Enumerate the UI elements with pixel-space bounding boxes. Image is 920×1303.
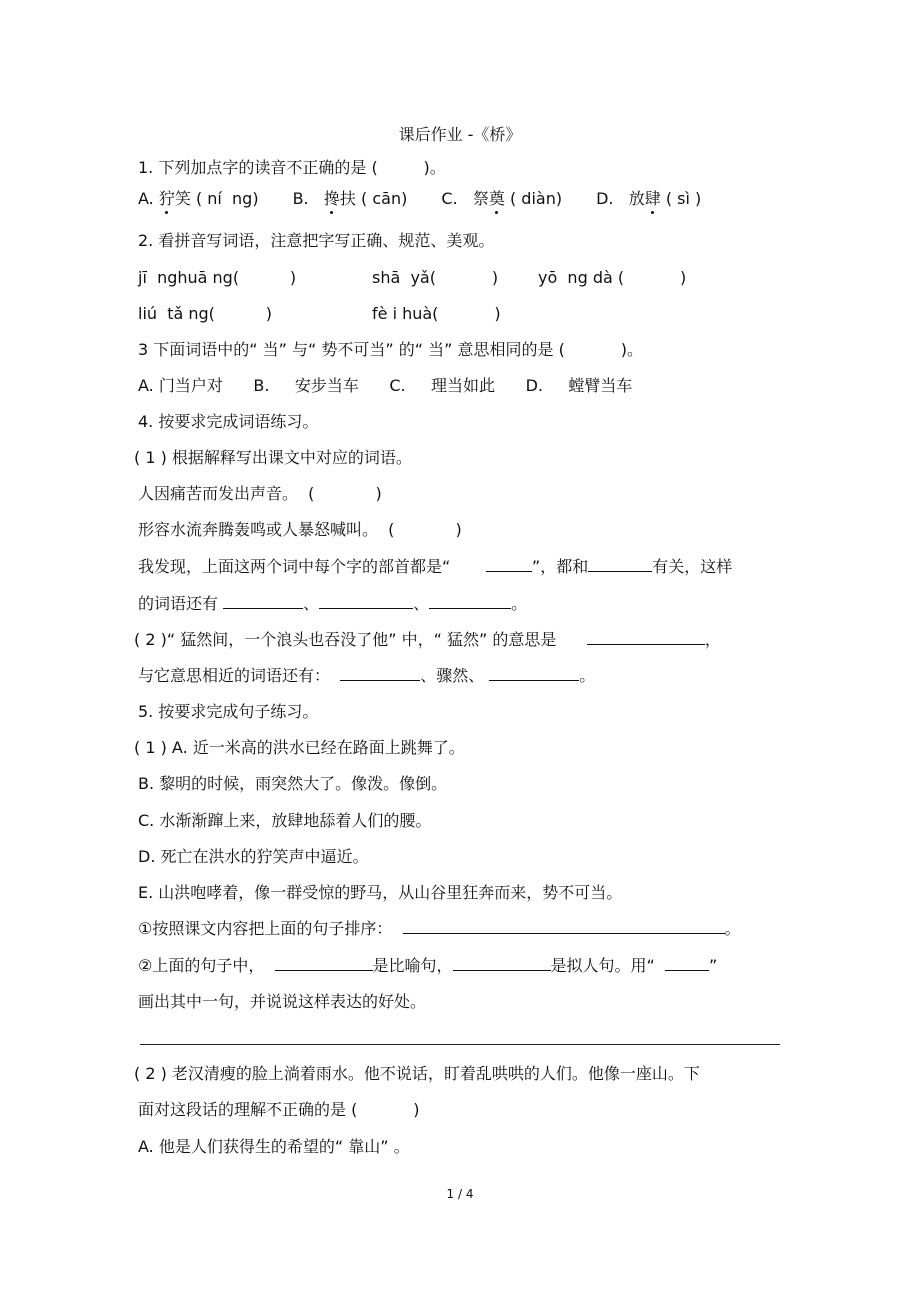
sentence-d: D. 死亡在洪水的狞笑声中逼近。 [138, 847, 369, 866]
answer-blank[interactable] [340, 666, 420, 681]
pinyin-5: fè i huà( ) [372, 304, 501, 323]
question-3-stem: 3 下面词语中的“ 当” 与“ 势不可当” 的“ 当” 意思相同的是 ( )。 [138, 340, 644, 359]
radical-finding: 我发现，上面这两个词中每个字的部首都是“ ”，都和 有关，这样 [138, 557, 733, 576]
question-2-stem: 2. 看拼音写词语，注意把字写正确、规范、美观。 [138, 231, 495, 250]
order-task: ①按照课文内容把上面的句子排序： 。 [138, 919, 741, 938]
answer-blank[interactable] [486, 557, 532, 572]
dotted-char: 搀 [323, 189, 340, 208]
page-number: 1 / 4 [446, 1187, 474, 1201]
answer-blank[interactable] [489, 666, 579, 681]
answer-blank[interactable] [453, 956, 551, 971]
question-3-options: A. 门当户对 B. 安步当车 C. 理当如此 D. 螳臂当车 [138, 376, 633, 395]
sentence-c: C. 水渐渐蹿上来，放肆地舔着人们的腰。 [138, 811, 432, 830]
passage-line-2: 面对这段话的理解不正确的是 ( ) [138, 1100, 420, 1119]
answer-blank[interactable] [223, 594, 303, 609]
answer-blank[interactable] [319, 594, 413, 609]
question-4-sub1: ( 1 ) 根据解释写出课文中对应的词语。 [134, 448, 412, 467]
page-title: 课后作业 -《桥》 [398, 125, 522, 144]
answer-blank[interactable] [403, 919, 725, 934]
draw-task: 画出其中一句，并说说这样表达的好处。 [138, 992, 427, 1011]
rhetoric-task: ②上面的句子中， 是比喻句， 是拟人句。用“ ” [138, 956, 718, 975]
answer-blank[interactable] [665, 956, 709, 971]
dotted-char: 狞 [158, 189, 175, 208]
question-1-stem: 1. 下列加点字的读音不正确的是 ( )。 [138, 158, 446, 177]
definition-2: 形容水流奔腾轰鸣或人暴怒喊叫。 ( ) [138, 520, 462, 539]
similar-words: 的词语还有 、 、 。 [138, 594, 528, 613]
question-4-stem: 4. 按要求完成词语练习。 [138, 412, 319, 431]
sentence-a: ( 1 ) A. 近一米高的洪水已经在路面上跳舞了。 [134, 738, 465, 757]
answer-blank[interactable] [587, 630, 705, 645]
near-synonyms: 与它意思相近的词语还有： 、骤然、 。 [138, 666, 596, 685]
sentence-b: B. 黎明的时候，雨突然大了。像泼。像倒。 [138, 774, 448, 793]
answer-blank[interactable] [588, 557, 652, 572]
answer-blank[interactable] [275, 956, 373, 971]
answer-line[interactable] [140, 1044, 780, 1045]
pinyin-3: yō ng dà ( ) [538, 268, 687, 287]
question-4-sub2: ( 2 )“ 猛然间，一个浪头也吞没了他” 中，“ 猛然” 的意思是 ， [134, 630, 721, 649]
sentence-e: E. 山洪咆哮着，像一群受惊的野马，从山谷里狂奔而来，势不可当。 [138, 883, 623, 902]
dotted-char: 奠 [488, 189, 505, 208]
dotted-char: 肆 [644, 189, 661, 208]
answer-blank[interactable] [429, 594, 511, 609]
question-5-stem: 5. 按要求完成句子练习。 [138, 702, 319, 721]
pinyin-4: liú tǎ ng( ) [138, 304, 273, 323]
passage-line-1: ( 2 ) 老汉清瘦的脸上淌着雨水。他不说话，盯着乱哄哄的人们。他像一座山。下 [134, 1064, 700, 1083]
pinyin-1: jī nghuā ng( ) [138, 268, 297, 287]
question-1-options: A. 狞笑 ( ní ng) B. 搀扶 ( cān) C. 祭奠 ( diàn) D. 放肆 ( sì ) [138, 189, 702, 208]
option-a: A. 他是人们获得生的希望的“ 靠山” 。 [138, 1137, 410, 1156]
pinyin-2: shā yǎ( ) [372, 268, 499, 287]
definition-1: 人因痛苦而发出声音。 ( ) [138, 484, 382, 503]
